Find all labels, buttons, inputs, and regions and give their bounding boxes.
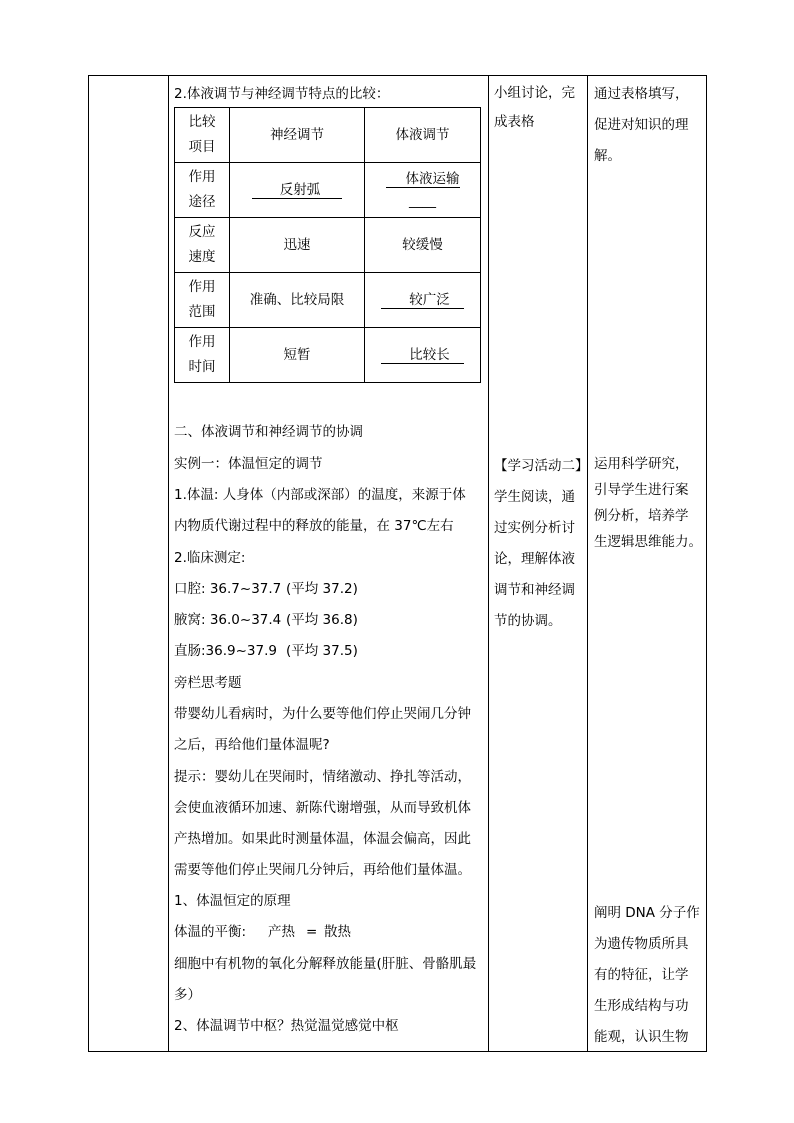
row-item-cell: 反应 速度 [175,218,230,273]
header-humoral-cell: 体液调节 [365,108,481,163]
hint-line: 产热增加。如果此时测量体温，体温会偏高，因此 [174,831,471,847]
row-item-cell: 作用 范围 [175,273,230,328]
column-divider [168,76,169,1051]
section-heading: 二、体液调节和神经调节的协调 [174,424,363,440]
table-header-row [175,108,481,163]
table-row [175,273,481,328]
student-activity-text: 【学习活动二】 学生阅读，通 过实例分析讨 论，理解体液 调节和神经调 节的协调。 [494,458,589,629]
paragraph-line: 1.体温: 人身体（内部或深部）的温度，来源于体 [174,487,466,503]
design-intent-text: 运用科学研究， 引导学生进行案 例分析，培养学 生逻辑思维能力。 [594,456,702,550]
row-neural-cell: 准确、比较局限 [230,273,365,328]
measure-site: 腋窝: 36.0~37.4 [174,612,282,628]
measure-average: (平均 37.2) [286,581,358,597]
sidebar-question-title: 旁栏思考题 [174,675,242,691]
design-intent-text: 通过表格填写， 促进对知识的理 解。 [594,86,689,164]
compare-section-title: 2.体液调节与神经调节特点的比较： [174,86,390,102]
row-humoral-cell: 较缓慢 [365,218,481,273]
design-intent-text: 阐明 DNA 分子作 为遗传物质所具 有的特征，让学 生形成结构与功 能观，认识生物 [594,905,700,1045]
principle-heading: 1、体温恒定的原理 [174,893,291,909]
hint-line: 会使血液循环加速、新陈代谢增强，从而导致机体 [174,800,471,816]
question-line: 带婴幼儿看病时，为什么要等他们停止哭闹几分钟 [174,706,471,722]
hint-line: 需要等他们停止哭闹几分钟后，再给他们量体温。 [174,862,471,878]
fill-blank-answer: 体液运输 [386,171,460,188]
balance-produce: 产热 [268,924,295,940]
example-heading: 实例一：体温恒定的调节 [174,456,323,472]
table-row [175,328,481,383]
column-divider [488,76,489,1051]
balance-equals: = [306,924,318,940]
balance-loss: 散热 [324,924,351,940]
header-item-cell: 比较 项目 [175,108,230,163]
row-item-cell: 作用 途径 [175,163,230,218]
table-row [175,163,481,218]
measure-site: 直肠:36.9~37.9 [174,643,277,659]
row-humoral-cell [365,273,481,328]
row-humoral-cell: 体液运输 ____ [365,163,481,218]
row-humoral-cell [365,328,481,383]
balance-label: 体温的平衡: [174,924,247,940]
row-neural-cell: 短暂 [230,328,365,383]
table-row [175,218,481,273]
row-neural-cell [230,163,365,218]
paragraph-line: 2.临床测定: [174,550,246,566]
paragraph-line: 细胞中有机物的氧化分解释放能量(肝脏、骨骼肌最 [174,956,477,972]
paragraph-line: 多） [174,987,201,1003]
measure-site: 口腔: 36.7~37.7 [174,581,282,597]
header-neural-cell: 神经调节 [230,108,365,163]
fill-blank-answer: 较广泛 [381,292,464,309]
fill-blank-answer: 比较长 [381,347,464,364]
comparison-table [174,107,481,383]
measure-average: (平均 36.8) [286,612,358,628]
regulation-center-line: 2、体温调节中枢？热觉温觉感觉中枢 [174,1018,399,1034]
row-neural-cell: 迅速 [230,218,365,273]
question-line: 之后，再给他们量体温呢? [174,737,330,753]
measure-average: (平均 37.5) [286,643,358,659]
student-activity-text: 小组讨论，完 成表格 [494,85,575,130]
row-item-cell: 作用 时间 [175,328,230,383]
hint-line: 提示：婴幼儿在哭闹时，情绪激动、挣扎等活动， [174,769,471,785]
paragraph-line: 内物质代谢过程中的释放的能量，在 37℃左右 [174,518,454,534]
fill-blank-answer: 反射弧 [252,182,343,199]
